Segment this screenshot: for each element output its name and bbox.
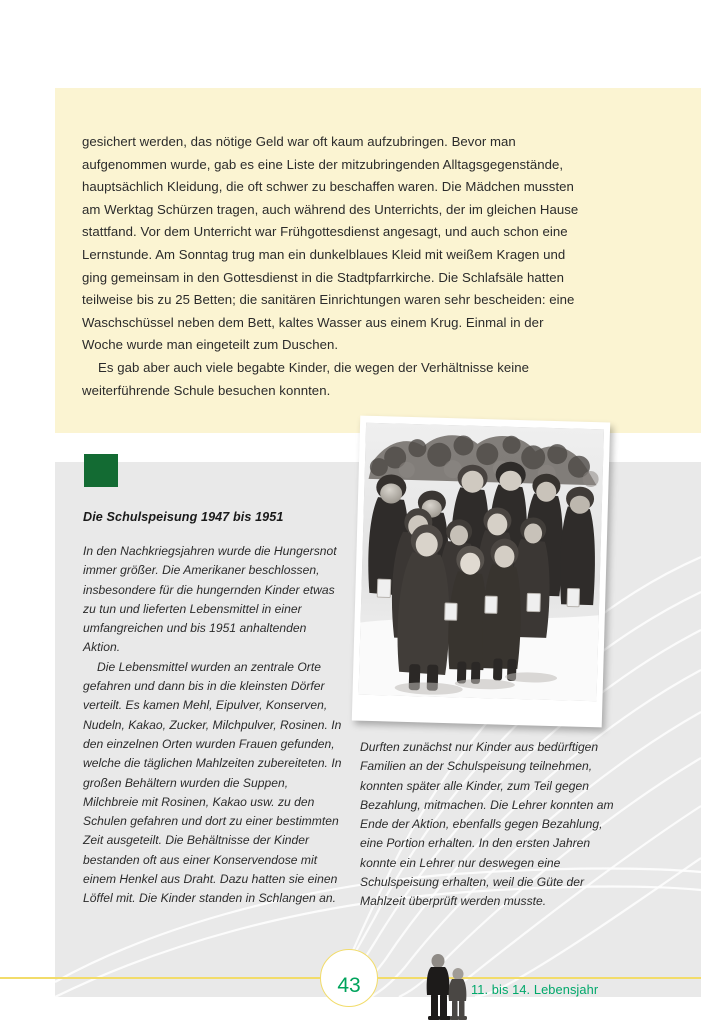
- historical-photo-children-in-snow: [359, 423, 605, 702]
- feature-paragraph: In den Nachkriegsjahren wurde die Hungersnot immer größer. Die Amerikaner beschlossen, insbesondere für die hungernden Kinder etwas zu tun und lieferten Lebensmittel in einer umfangreichen und bis 1951 anhaltenden Aktion.: [83, 544, 337, 655]
- feature-left-column: [83, 542, 345, 909]
- page-number: 43: [337, 974, 361, 997]
- feature-paragraph: Die Lebensmittel wurden an zentrale Orte gefahren und dann bis in die kleinsten Dörfer verteilt. Es kamen Mehl, Eipulver, Konserven, Nudeln, Kakao, Zucker, Milchpulver, Rosinen. In den einzelnen Orten wurden Frauen gefunden, welche die täglichen Mahlzeiten zubereiteten. In großen Behältern wurden die Suppen, Milchbreie mit Rosinen, Kakao usw. zu den Schulen gefahren und dort zu einer bestimmten Zeit ausgeteilt. Die Behältnisse der Kinder bestanden oft aus einer Konservendose mit einem Henkel aus Draht. Dazu hatten sie einen Löffel mit. Die Kinder standen in Schlangen an.: [83, 659, 342, 906]
- footer-section-label: 11. bis 14. Lebensjahr: [471, 982, 599, 997]
- article-paragraph: gesichert werden, das nötige Geld war oft kaum aufzubringen. Bevor man aufgenommen wurde, gab es eine Liste der mitzubringenden Alltagsgegenstände, hauptsächlich Kleidung, die oft schwer zu beschaffen waren. Die Mädchen mussten am Werktag Schürzen tragen, auch während des Unterrichts, der im gleichen Hause stattfand. Vor dem Unterricht war Frühgottesdienst angesagt, und auch schon eine Lernstunde. Am Sonntag trug man ein dunkelblaues Kleid mit weißem Kragen und ging gemeinsam in den Gottesdienst in die Stadtpfarrkirche. Die Schlafsäle hatten teilweise bis zu 25 Betten; die sanitären Einrichtungen waren sehr bescheiden: eine Waschschüssel neben dem Bett, kaltes Wasser aus einem Krug. Einmal in der Woche wurde man eingeteilt zum Duschen.: [82, 134, 579, 353]
- article-body: [82, 131, 582, 402]
- adult-and-child-silhouette: [420, 953, 472, 1020]
- historical-photo-frame: [352, 416, 610, 728]
- article-paragraph: Es gab aber auch viele begabte Kinder, die wegen der Verhältnisse keine weiterführende Schule besuchen konnten.: [82, 359, 529, 398]
- feature-right-column: [360, 738, 622, 912]
- feature-heading: Die Schulspeisung 1947 bis 1951: [83, 510, 284, 524]
- section-marker-square: [84, 454, 118, 487]
- feature-paragraph: Durften zunächst nur Kinder aus bedürftigen Familien an der Schulspeisung teilnehmen, konnten später alle Kinder, zum Teil gegen Bezahlung, mitmachen. Die Lehrer konnten am Ende der Aktion, ebenfalls gegen Bezahlung, eine Portion erhalten. In den ersten Jahren konnte ein Lehrer nur deswegen eine Schulspeisung erhalten, weil die Güte der Mahlzeit überprüft werden musste.: [360, 740, 614, 909]
